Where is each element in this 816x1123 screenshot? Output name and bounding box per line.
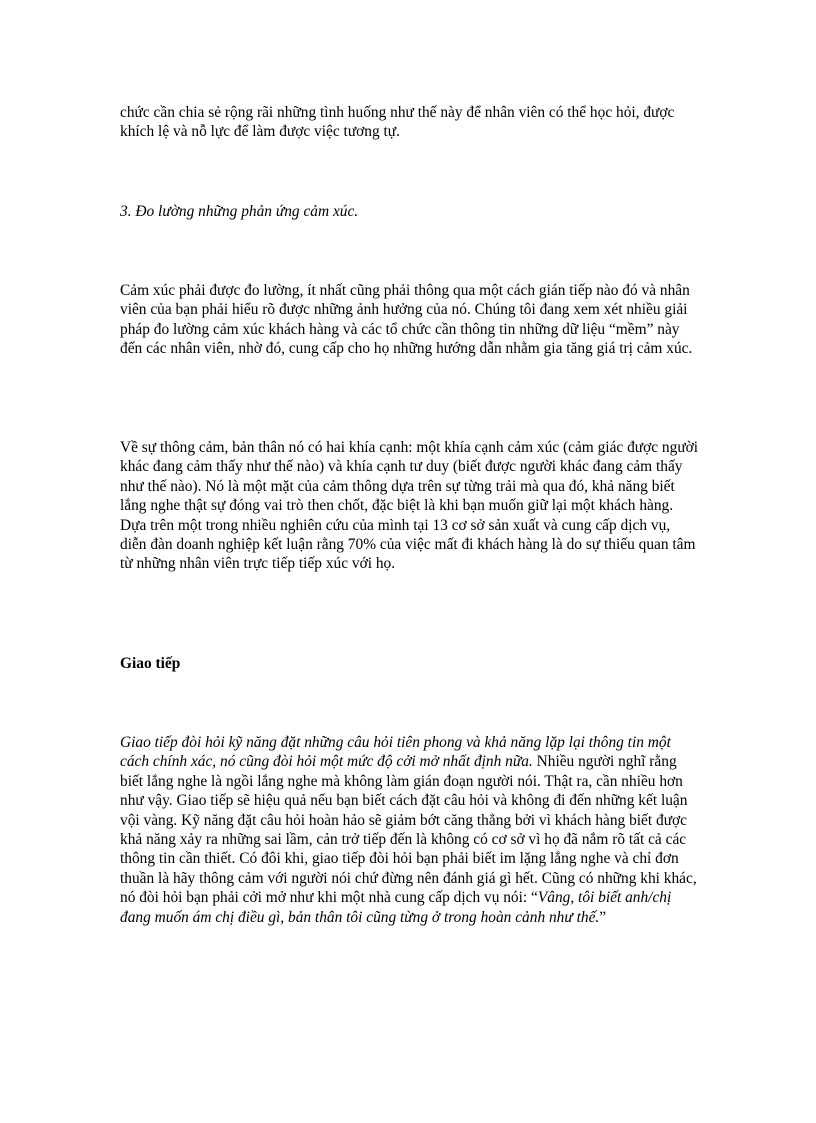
paragraph-empathy: Về sự thông cảm, bản thân nó có hai khía cạnh: một khía cạnh cảm xúc (cảm giác được người khác đang cảm thấy như thế nào) và khía cạnh tư duy (biết được người khác đang cảm thấy như thế nào). Nó là một mặt của cảm thông dựa trên sự từng trải mà qua đó, khả năng biết lắng nghe thật sự đóng vai trò then chốt, đặc biệt là khi bạn muốn giữ lại một khách hàng. Dựa trên một trong nhiều nghiên cứu của mình tại 13 cơ sở sản xuất và cung cấp dịch vụ, diễn đàn doanh nghiệp kết luận rằng 70% của việc mất đi khách hàng là do sự thiếu quan tâm từ những nhân viên trực tiếp tiếp xúc với họ. xyxy=(120,439,699,573)
communication-body: Nhiều người nghĩ rằng biết lắng nghe là ngồi lắng nghe mà không làm gián đoạn người nói. Thật ra, cần nhiều hơn như vậy. Giao tiếp sẽ hiệu quả nếu bạn biết cách đặt câu hỏi và không đi đến những kết luận vội vàng. Kỹ năng đặt câu hỏi hoàn hảo sẽ giảm bớt căng thẳng bởi vì khách hàng biết được khả năng xảy ra những sai lầm, cản trở tiếp đến là không có cơ sở vì họ đã nắm rõ tất cả các thông tin cần thiết. Có đôi khi, giao tiếp đòi hỏi bạn phải biết im lặng lắng nghe và chỉ đơn thuần là hãy thông cảm với người nói chứ đừng nên đánh giá gì hết. Cũng có những khi khác, nó đòi hỏi bạn phải cởi mở như khi một nhà cung cấp dịch vụ nói: “ xyxy=(120,753,697,907)
paragraph-communication xyxy=(120,733,700,927)
paragraph-sharing-situations: chức cần chia sẻ rộng rãi những tình huống như thế này để nhân viên có thể học hỏi, được khích lệ và nỗ lực để làm được việc tương tự. xyxy=(120,104,675,141)
quote-closing-mark: ” xyxy=(599,908,607,926)
communication-intro-italic: Giao tiếp đòi hỏi kỹ năng đặt những câu hỏi tiên phong và khả năng lặp lại thông tin một cách chính xác, nó cũng đòi hỏi một mức độ cởi mở nhất định nữa. xyxy=(120,734,671,771)
section-heading-measure-emotions: 3. Đo lường những phản ứng cảm xúc. xyxy=(120,203,359,220)
section-heading-communication: Giao tiếp xyxy=(120,655,181,672)
service-provider-quote: Vâng, tôi biết anh/chị đang muốn ám chị điều gì, bản thân tôi cũng từng ở trong hoàn cảnh như thế. xyxy=(120,889,672,926)
paragraph-measure-emotions: Cảm xúc phải được đo lường, ít nhất cũng phải thông qua một cách gián tiếp nào đó và nhân viên của bạn phải hiểu rõ được những ảnh hưởng của nó. Chúng tôi đang xem xét nhiều giải pháp đo lường cảm xúc khách hàng và các tổ chức cần thông tin những dữ liệu “mềm” này đến các nhân viên, nhờ đó, cung cấp cho họ những hướng dẫn nhằm gia tăng giá trị cảm xúc. xyxy=(120,282,693,358)
